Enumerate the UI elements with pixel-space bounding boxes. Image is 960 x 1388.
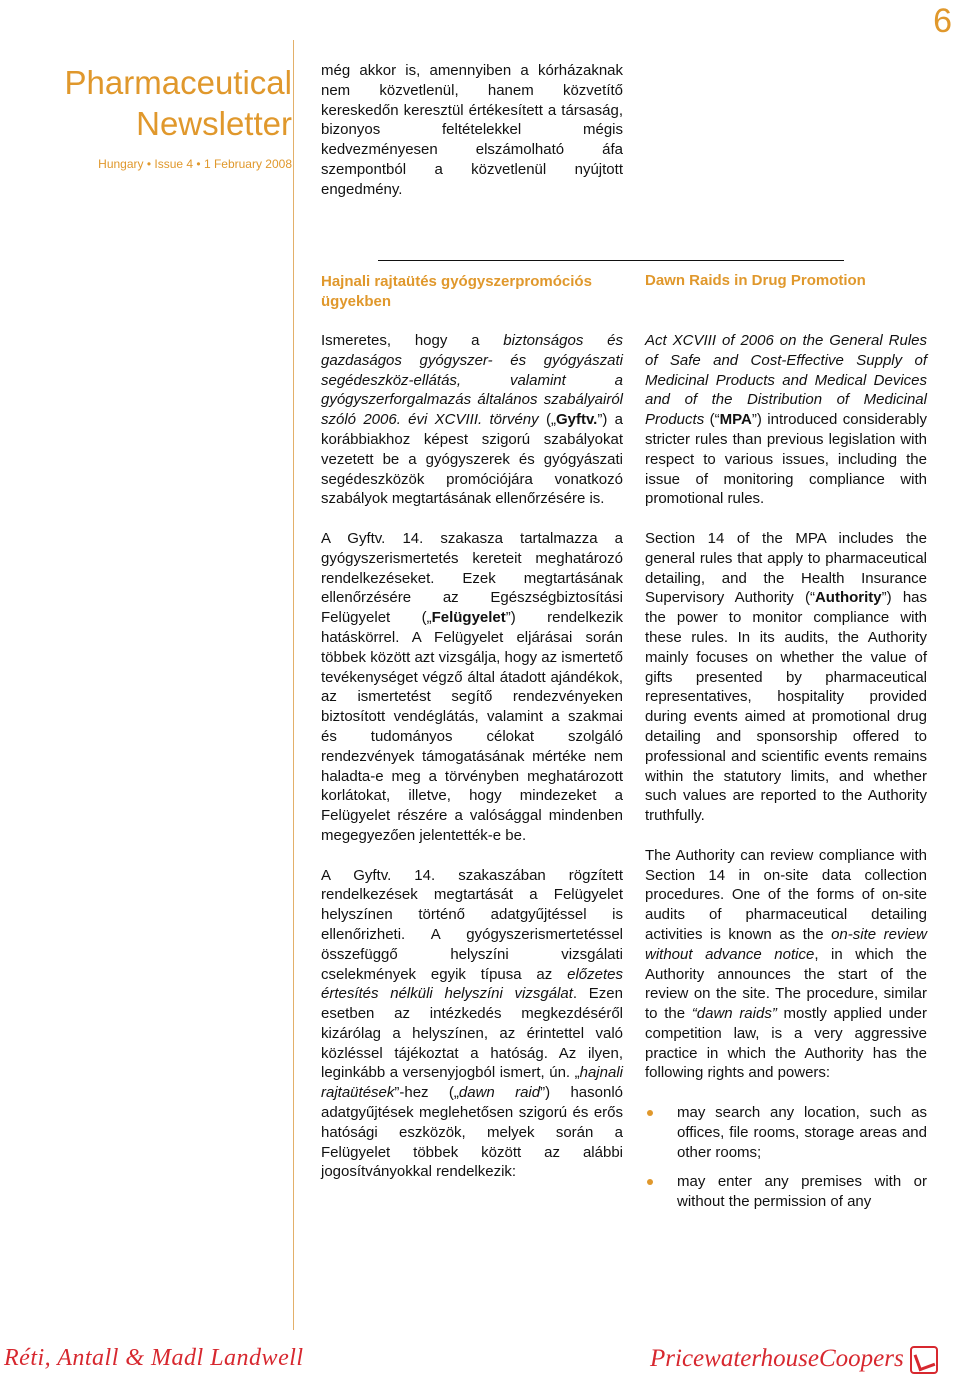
masthead bbox=[10, 62, 292, 171]
italic-term: on-site review without advance notice bbox=[645, 925, 927, 963]
logo-text: PricewaterhouseCoopers bbox=[650, 1345, 904, 1372]
section-divider bbox=[378, 260, 844, 261]
text-run: Section 14 of the MPA includes the general rules that apply to pharmaceutical detailing, and the Health Insurance Supervisory Authority (“ bbox=[645, 529, 927, 607]
hu-paragraph-1 bbox=[321, 331, 623, 509]
text-run: ”-hez („ bbox=[394, 1084, 459, 1102]
hungarian-column bbox=[321, 331, 623, 1202]
page-number: 6 bbox=[933, 2, 952, 40]
bullet-icon bbox=[647, 1179, 653, 1185]
en-paragraph-1 bbox=[645, 331, 927, 509]
pwc-mark-icon bbox=[910, 1346, 938, 1374]
powers-list bbox=[645, 1103, 927, 1212]
newsletter-title-line1: Pharmaceutical bbox=[64, 64, 292, 101]
newsletter-title bbox=[10, 62, 292, 144]
list-item bbox=[645, 1172, 927, 1212]
text-run: mostly applied under competition law, is a very aggressive practice in which the Authority has the following rights and powers: bbox=[645, 1005, 927, 1082]
text-run: („ bbox=[538, 411, 556, 429]
italic-term: hajnali rajtaütések bbox=[321, 1064, 623, 1102]
logo-text: Réti, Antall & Madl Landwell bbox=[4, 1345, 304, 1371]
intro-text: még akkor is, amennyiben a kórházaknak nem közvetlenül, hanem közvetítő kereskedőn keresztül értékesített a társaság, bizonyos feltételekkel mégis kedvezményesen elszámolható áfa szempontból a közvetlenül nyújtott engedmény. bbox=[321, 62, 623, 198]
text-run: ”) a korábbiakhoz képest szigorú szabályokat vezetett be a gyógyszerek és gyógyászati segédeszközök promóciójára vonatkozó szabályok megtartásának ellenőrzésére is. bbox=[321, 411, 623, 508]
law-title: Act XCVIII of 2006 on the General Rules of Safe and Cost-Effective Supply of Medicinal Products and Medical Devices and of the Distribution of Medicinal Products bbox=[645, 332, 927, 429]
reti-antall-madl-landwell-logo bbox=[4, 1345, 304, 1372]
hu-paragraph-3 bbox=[321, 866, 623, 1183]
intro-paragraph bbox=[321, 61, 623, 219]
italic-term: dawn raid bbox=[458, 1084, 541, 1102]
text-run: . Ezen esetben az intézkedés megkezdéséről kizárólag a helyszínen, az érintettel való közléssel tájékoztat a hatóság. Az ilyen, leginkább a versenyjogból ismert, ún. „ bbox=[321, 985, 623, 1082]
text-run: (“ bbox=[704, 411, 720, 429]
defined-term: Felügyelet bbox=[431, 609, 506, 627]
text-run: , in which the Authority announces the start of the review on the site. The procedure, similar to the bbox=[645, 945, 927, 1023]
bullet-icon bbox=[647, 1110, 653, 1116]
text-run: ”) rendelkezik hatáskörrel. A Felügyelet eljárásai során többek között azt vizsgálja, hogy az ismertető tevékenységet végző által átadott ajándékok, az ismertetést segítő rendezvényeken biztosított vendéglátás, valamint a szakmai és tudományos célokat szolgáló rendezvények támogatásának mértéke nem haladta-e meg a törvényben meghatározott korlátokat, illetve, hogy mindezeket a Felügyelet részére a valósággal mindenben megegyezően jelentették-e be. bbox=[321, 609, 623, 844]
section-heading-hungarian: Hajnali rajtaütés gyógyszerpromóciós ügyekben bbox=[321, 273, 592, 310]
text-run: A Gyftv. 14. szakasza tartalmazza a gyógyszerismertetés kereteit meghatározó rendelkezéseket. Ezek megtartásának ellenőrzésére az Egészségbiztosítási Felügyelet („ bbox=[321, 529, 623, 627]
en-paragraph-3 bbox=[645, 846, 927, 1084]
english-column bbox=[645, 331, 927, 1222]
text-run: A Gyftv. 14. szakaszában rögzített rendelkezések megtartását a Felügyelet helyszínen történő adatgyűjtéssel is ellenőrizheti. A gyógyszerismertetéssel összefüggő helyszíni vizsgálati cselekmények egyik típusa az bbox=[321, 866, 623, 983]
hu-paragraph-2 bbox=[321, 529, 623, 846]
list-item bbox=[645, 1103, 927, 1162]
issue-info: Hungary • Issue 4 • 1 February 2008 bbox=[98, 157, 292, 171]
text-run: ”) has the power to monitor compliance with these rules. In its audits, the Authority mainly focuses on whether the value of gifts presented by pharmaceutical representatives, hospitality provided during events aimed at promotional drug detailing and sponsorship offered to professional and scientific events remains within the statutory limits, and whether such values are reported to the Authority truthfully. bbox=[645, 589, 927, 825]
en-paragraph-2 bbox=[645, 529, 927, 826]
text-run: ”) hasonló adatgyűjtések meglehetősen szigorú és erős hatósági eszközök, melyek során a Felügyelet többek között az alábbi jogosítványokkal rendelkezik: bbox=[321, 1084, 623, 1181]
law-title: biztonságos és gazdaságos gyógyszer- és gyógyászati segédeszköz-ellátás, valamint a gyógyszerforgalmazás általános szabályairól szóló 2006. évi XCVIII. törvény bbox=[321, 332, 623, 429]
italic-term: előzetes értesítés nélküli helyszíni vizsgálat bbox=[321, 965, 623, 1003]
defined-term: Gyftv. bbox=[555, 411, 598, 429]
list-item-text: may enter any premises with or without the permission of any bbox=[677, 1173, 927, 1211]
list-item-text: may search any location, such as offices, file rooms, storage areas and other rooms; bbox=[677, 1104, 927, 1161]
text-run: Ismeretes, hogy a bbox=[321, 332, 504, 349]
text-run: The Authority can review compliance with Section 14 in on-site data collection procedures. One of the forms of on-site audits of pharmaceutical detailing activities is known as the bbox=[645, 846, 927, 943]
pricewaterhousecoopers-logo bbox=[650, 1345, 938, 1374]
defined-term: Authority bbox=[814, 589, 882, 607]
italic-term: “dawn raids” bbox=[691, 1005, 777, 1023]
section-heading-english: Dawn Raids in Drug Promotion bbox=[645, 272, 866, 289]
text-run: ”) introduced considerably stricter rules than previous legislation with respect to various issues, including the issue of monitoring compliance with promotional rules. bbox=[645, 411, 927, 508]
defined-term: MPA bbox=[719, 411, 752, 429]
column-divider bbox=[293, 40, 294, 1330]
newsletter-title-line2: Newsletter bbox=[136, 105, 292, 142]
